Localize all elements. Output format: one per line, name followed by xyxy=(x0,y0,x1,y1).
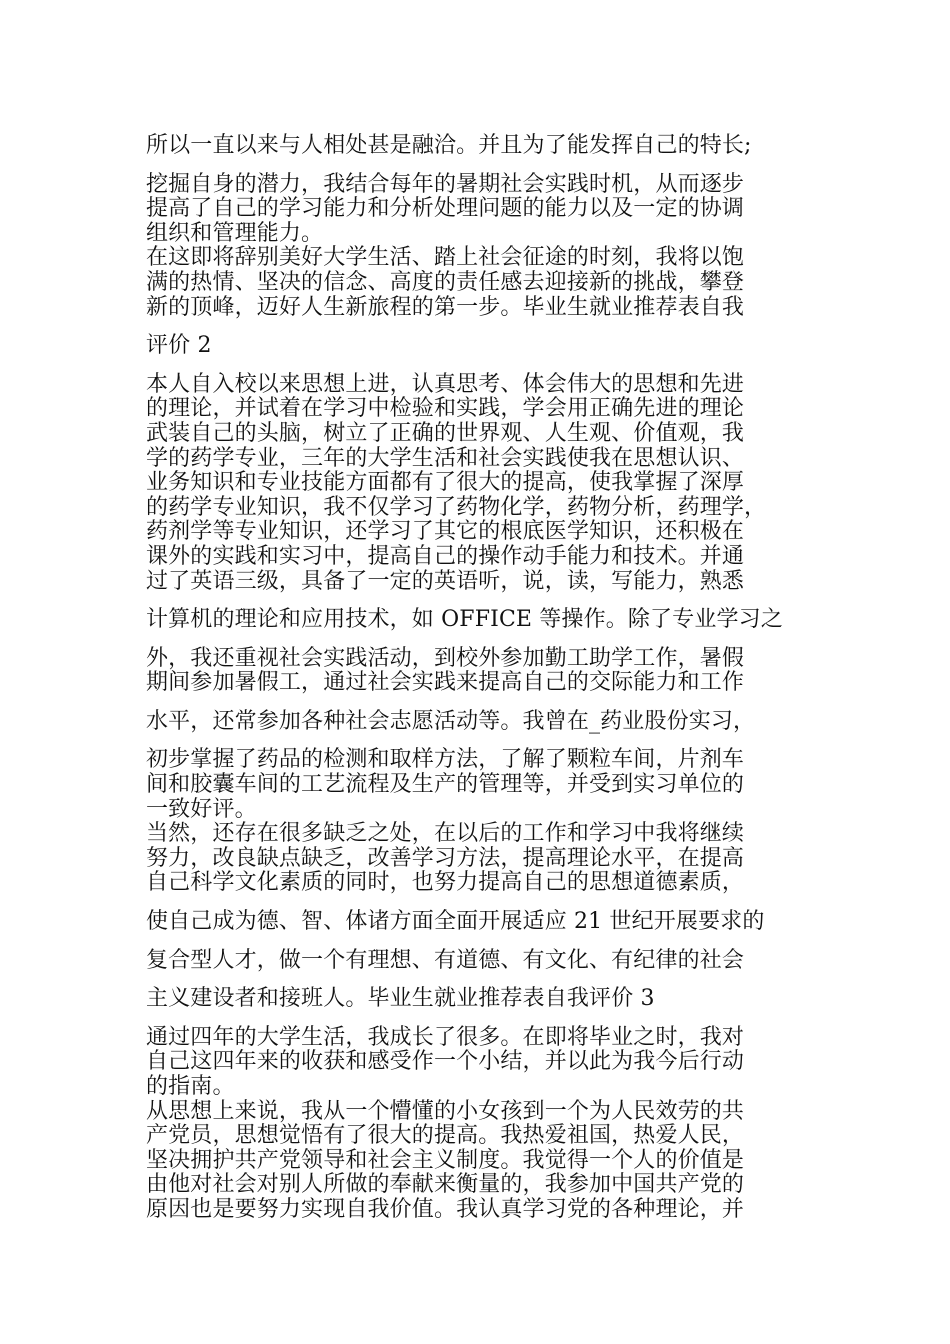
text-line: 武装自己的头脑，树立了正确的世界观、人生观、价值观，我 xyxy=(146,420,745,446)
text-line: 通过四年的大学生活，我成长了很多。在即将毕业之时，我对 xyxy=(146,1024,745,1050)
text-line: 课外的实践和实习中，提高自己的操作动手能力和技术。并通 xyxy=(146,543,745,569)
text-line: 使自己成为德、智、体诸方面全面开展适应 21 世纪开展要求的 xyxy=(146,909,765,935)
text-line: 提高了自己的学习能力和分析处理问题的能力以及一定的协调 xyxy=(146,196,745,222)
text-line: 水平，还常参加各种社会志愿活动等。我曾在_药业股份实习， xyxy=(146,708,756,734)
text-line: 当然，还存在很多缺乏之处，在以后的工作和学习中我将继续 xyxy=(146,821,745,847)
text-line: 挖掘自身的潜力，我结合每年的暑期社会实践时机，从而逐步 xyxy=(146,171,745,197)
text-line: 本人自入校以来思想上进，认真思考、体会伟大的思想和先进 xyxy=(146,371,745,397)
text-line: 初步掌握了药品的检测和取样方法，了解了颗粒车间，片剂车 xyxy=(146,747,745,773)
paragraph-gap xyxy=(146,159,826,173)
text-line: 所以一直以来与人相处甚是融洽。并且为了能发挥自己的特长; xyxy=(146,133,752,158)
text-line: 满的热情、坚决的信念、高度的责任感去迎接新的挑战，攀登 xyxy=(146,269,745,295)
paragraph-gap xyxy=(146,973,826,987)
text-line: 自己这四年来的收获和感受作一个小结，并以此为我今后行动 xyxy=(146,1049,745,1075)
paragraph-gap xyxy=(146,359,826,373)
paragraph-gap xyxy=(146,594,826,608)
text-line: 自己科学文化素质的同时，也努力提高自己的思想道德素质， xyxy=(146,870,745,896)
text-line: 学的药学专业，三年的大学生活和社会实践使我在思想认识、 xyxy=(146,445,745,471)
text-line: 主义建设者和接班人。毕业生就业推荐表自我评价 3 xyxy=(146,986,655,1012)
text-line: 药剂学等专业知识，还学习了其它的根底医学知识，还积极在 xyxy=(146,519,745,545)
text-line: 产党员，思想觉悟有了很大的提高。我热爱祖国，热爱人民， xyxy=(146,1123,745,1149)
text-line: 原因也是要努力实现自我价值。我认真学习党的各种理论，并 xyxy=(146,1196,745,1222)
text-line: 复合型人才，做一个有理想、有道德、有文化、有纪律的社会 xyxy=(146,947,745,973)
text-line: 的理论，并试着在学习中检验和实践，学会用正确先进的理论 xyxy=(146,396,745,422)
text-line: 外，我还重视社会实践活动，到校外参加勤工助学工作，暑假 xyxy=(146,645,745,671)
text-line: 评价 2 xyxy=(146,333,212,359)
text-line: 在这即将辞别美好大学生活、踏上社会征途的时刻，我将以饱 xyxy=(146,245,745,271)
text-line: 过了英语三级，具备了一定的英语听，说，读，写能力，熟悉 xyxy=(146,568,745,594)
text-line: 的药学专业知识，我不仅学习了药物化学，药物分析，药理学， xyxy=(146,494,767,520)
paragraph-gap xyxy=(146,935,826,949)
paragraph-gap xyxy=(146,320,826,334)
text-line: 间和胶囊车间的工艺流程及生产的管理等，并受到实习单位的 xyxy=(146,772,745,798)
text-line: 坚决拥护共产党领导和社会主义制度。我觉得一个人的价值是 xyxy=(146,1147,745,1173)
paragraph-gap xyxy=(146,734,826,748)
text-line: 努力，改良缺点缺乏，改善学习方法，提高理论水平，在提高 xyxy=(146,845,745,871)
text-line: 组织和管理能力。 xyxy=(146,220,324,246)
paragraph-gap xyxy=(146,896,826,910)
text-line: 计算机的理论和应用技术，如 OFFICE 等操作。除了专业学习之 xyxy=(146,607,783,633)
text-line: 新的顶峰，迈好人生新旅程的第一步。毕业生就业推荐表自我 xyxy=(146,294,745,320)
text-line: 期间参加暑假工，通过社会实践来提高自己的交际能力和工作 xyxy=(146,670,745,696)
text-line: 的指南。 xyxy=(146,1074,235,1099)
paragraph-gap xyxy=(146,1012,826,1026)
paragraph-gap xyxy=(146,633,826,647)
text-line: 一致好评。 xyxy=(146,796,257,822)
document-body xyxy=(146,134,826,1223)
text-line: 从思想上来说，我从一个懵懂的小女孩到一个为人民效劳的共 xyxy=(146,1098,745,1124)
paragraph-gap xyxy=(146,696,826,710)
text-line: 由他对社会对别人所做的奉献来衡量的，我参加中国共产党的 xyxy=(146,1172,745,1198)
text-line: 业务知识和专业技能方面都有了很大的提高，使我掌握了深厚 xyxy=(146,470,745,496)
